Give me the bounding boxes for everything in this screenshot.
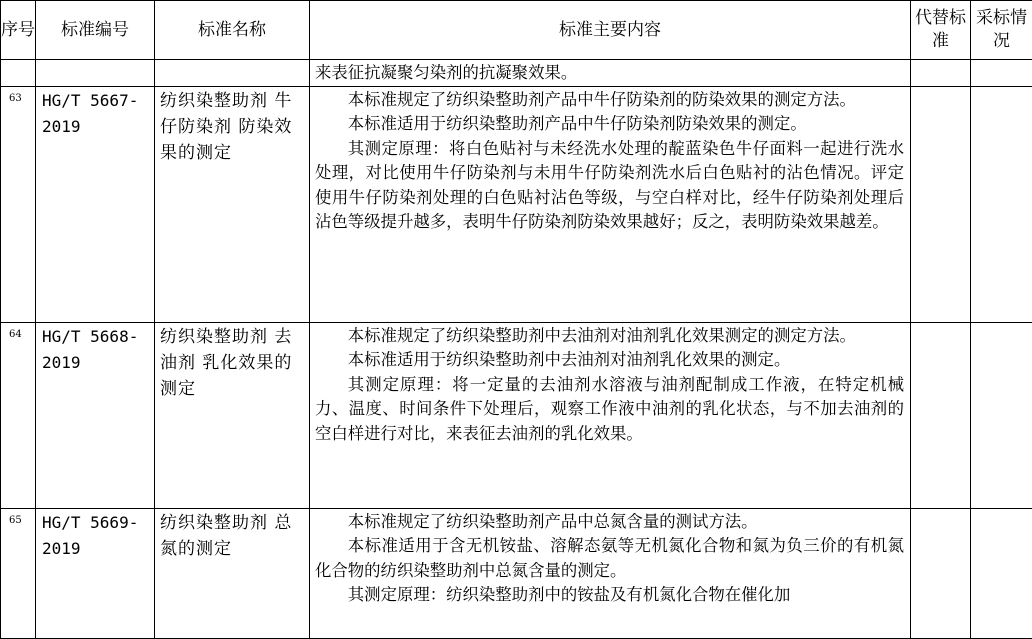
row-number: 63 <box>1 86 36 322</box>
paragraph: 本标准适用于纺织染整助剂产品中牛仔防染剂防染效果的测定。 <box>315 112 904 137</box>
standard-content <box>310 86 911 322</box>
standard-name: 纺织染整助剂 去油剂 乳化效果的测定 <box>155 322 310 508</box>
paragraph: 其测定原理：将一定量的去油剂水溶液与油剂配制成工作液，在特定机械力、温度、时间条件下处理后，观察工作液中油剂的乳化状态，与不加去油剂的空白样进行对比，来表征去油剂的乳化效果。 <box>315 373 904 447</box>
header-row <box>1 1 1032 60</box>
header-name: 标准名称 <box>155 1 310 60</box>
paragraph: 其测定原理：将白色贴衬与未经洗水处理的靛蓝染色牛仔面料一起进行洗水处理，对比使用牛仔防染剂与未用牛仔防染剂洗水后白色贴衬的沾色情况。评定使用牛仔防染剂处理的白色贴衬沾色等级，与空白样对比，经牛仔防染剂处理后沾色等级提升越多，表明牛仔防染剂防染效果越好；反之，表明防染效果越差。 <box>315 137 904 235</box>
standard-name: 纺织染整助剂 牛仔防染剂 防染效果的测定 <box>155 86 310 322</box>
standard-code: HG/T 5669-2019 <box>36 508 155 638</box>
header-replace: 代替标准 <box>911 1 971 60</box>
cell-empty <box>36 60 155 87</box>
cell-empty <box>971 60 1032 87</box>
standard-content <box>310 322 911 508</box>
standard-code: HG/T 5667-2019 <box>36 86 155 322</box>
cell-empty <box>911 60 971 87</box>
cell-replace <box>911 86 971 322</box>
header-content: 标准主要内容 <box>310 1 911 60</box>
continuation-text <box>310 60 911 87</box>
cell-empty <box>155 60 310 87</box>
cell-adopt <box>971 322 1032 508</box>
paragraph: 来表征抗凝聚匀染剂的抗凝聚效果。 <box>315 61 904 86</box>
standard-content <box>310 508 911 638</box>
cell-adopt <box>971 86 1032 322</box>
table-row <box>1 86 1032 322</box>
standard-name: 纺织染整助剂 总氮的测定 <box>155 508 310 638</box>
row-number: 64 <box>1 322 36 508</box>
paragraph: 本标准规定了纺织染整助剂产品中总氮含量的测试方法。 <box>315 510 904 535</box>
standard-code: HG/T 5668-2019 <box>36 322 155 508</box>
cell-adopt <box>971 508 1032 638</box>
cell-replace <box>911 322 971 508</box>
cell-empty <box>1 60 36 87</box>
row-number: 65 <box>1 508 36 638</box>
paragraph: 本标准规定了纺织染整助剂产品中牛仔防染剂的防染效果的测定方法。 <box>315 88 904 113</box>
continuation-row <box>1 60 1032 87</box>
cell-replace <box>911 508 971 638</box>
table-row <box>1 322 1032 508</box>
table-row <box>1 508 1032 638</box>
header-seq: 序号 <box>1 1 36 60</box>
paragraph: 本标准适用于纺织染整助剂中去油剂对油剂乳化效果的测定。 <box>315 348 904 373</box>
paragraph: 本标准适用于含无机铵盐、溶解态氨等无机氮化合物和氮为负三价的有机氮化合物的纺织染整助剂中总氮含量的测定。 <box>315 534 904 583</box>
header-code: 标准编号 <box>36 1 155 60</box>
paragraph: 其测定原理：纺织染整助剂中的铵盐及有机氮化合物在催化加 <box>315 583 904 608</box>
paragraph: 本标准规定了纺织染整助剂中去油剂对油剂乳化效果测定的测定方法。 <box>315 324 904 349</box>
header-adopt: 采标情况 <box>971 1 1032 60</box>
